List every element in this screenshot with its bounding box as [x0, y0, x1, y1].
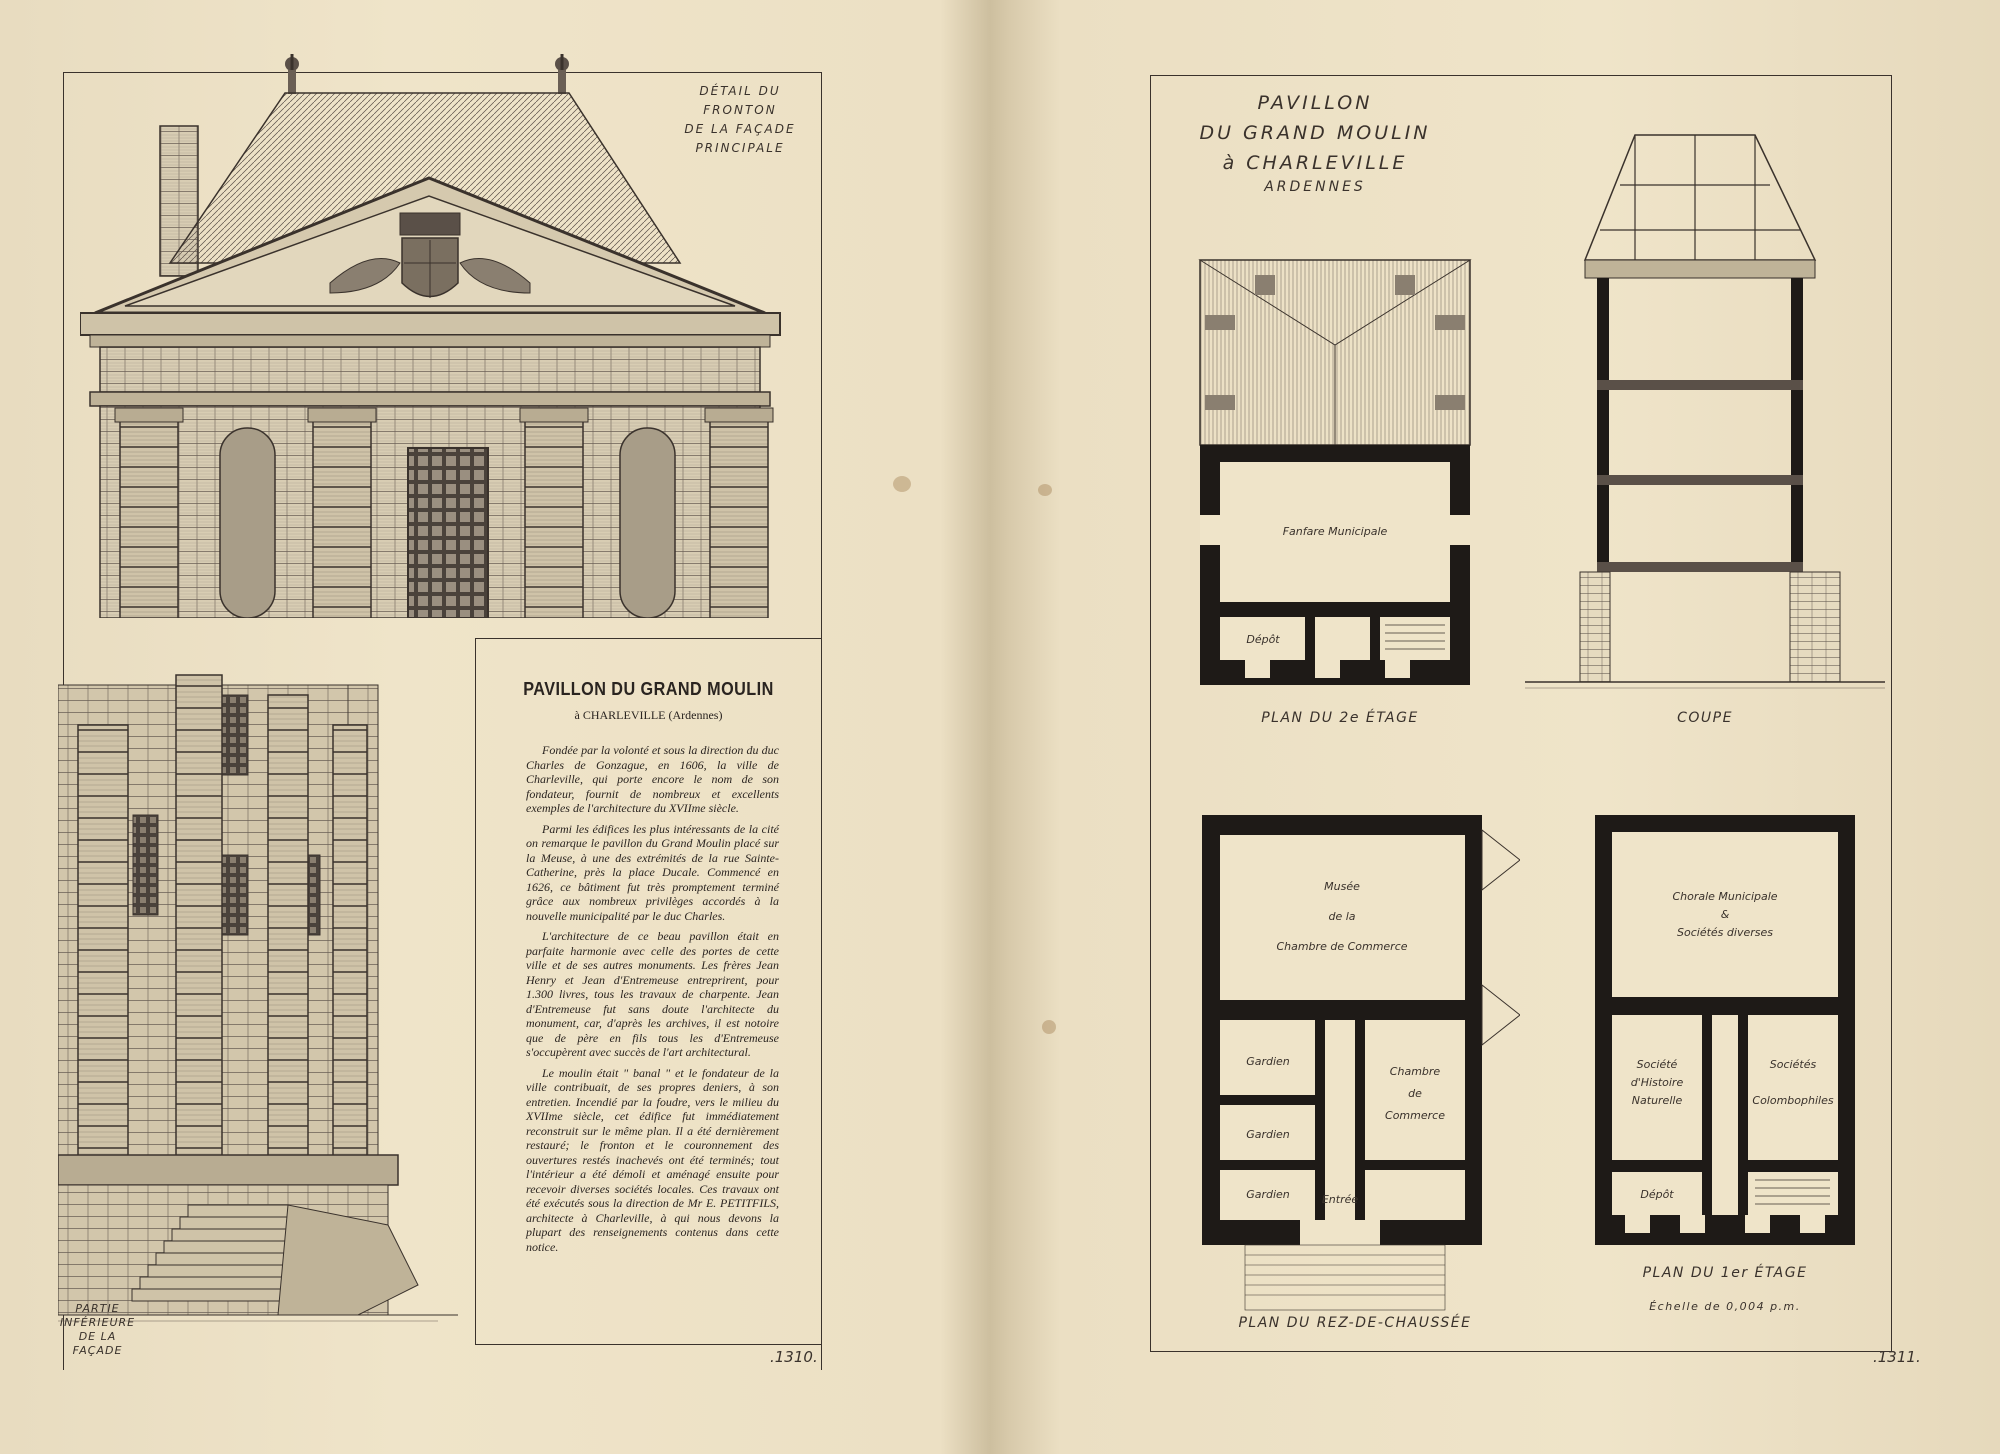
room-label: d'Histoire: [1630, 1076, 1684, 1089]
plate-title-line: ARDENNES: [1264, 179, 1366, 195]
room-label: Société: [1636, 1058, 1678, 1071]
lower-caption-line: PARTIE: [75, 1302, 120, 1315]
room-label: de: [1408, 1087, 1422, 1100]
room-label: Gardien: [1246, 1188, 1290, 1201]
room-label: de la: [1328, 910, 1356, 923]
article-box: [475, 638, 822, 1345]
scale-note: Échelle de 0,004 p.m.: [1649, 1300, 1801, 1313]
room-label: Dépôt: [1246, 633, 1280, 646]
room-label: Gardien: [1246, 1055, 1290, 1068]
section-drawing: [1525, 130, 1885, 705]
room-label: Colombophiles: [1752, 1094, 1834, 1107]
foxing-stain: [893, 476, 911, 492]
lower-caption-line: INFÉRIEURE: [59, 1316, 136, 1329]
article-subtitle: à CHARLEVILLE (Ardennes): [574, 708, 723, 722]
label-plan-2: PLAN DU 2e ÉTAGE: [1261, 710, 1419, 726]
page-number-right: .1311.: [1873, 1348, 1921, 1366]
lower-facade-engraving: [58, 665, 468, 1355]
room-label: Commerce: [1385, 1109, 1445, 1122]
room-label: Fanfare Municipale: [1282, 525, 1388, 538]
article-body: [476, 743, 821, 1254]
detail-caption-line: DE LA FAÇADE: [684, 122, 796, 136]
room-label: Chambre: [1389, 1065, 1441, 1078]
left-page: [0, 0, 985, 1454]
article-title: PAVILLON DU GRAND MOULIN: [523, 679, 774, 699]
right-page: [985, 0, 2000, 1454]
room-label: Naturelle: [1631, 1094, 1683, 1107]
label-plan-1: PLAN DU 1er ÉTAGE: [1642, 1265, 1808, 1281]
detail-caption-line: PRINCIPALE: [695, 141, 785, 155]
room-label: Sociétés: [1769, 1058, 1817, 1071]
plan-ground-floor: [1190, 810, 1520, 1315]
article-paragraph: Le moulin était " banal " et le fondateur de la ville contribuait, de ses propres deniers, à son entretien. Incendié par la foudre, vers le milieu du XVIIme siècle, cet édifice fut immédiatement reconstruit sur le même plan. Il a été dernièrement restauré; le fronton et le couronnement des ouvertures restés inachevés ont été terminés; tout l'intérieur a été démoli et aménagé ensuite pour recevoir diverses sociétés locales. Ces travaux ont été exécutés sous la direction de Mr E. PETITFILS, architecte à Charleville, à qui nous devons la plupart des renseignements contenus dans cette notice.: [526, 1065, 779, 1254]
plate-title-line: PAVILLON: [1257, 92, 1373, 114]
detail-caption: [660, 82, 820, 158]
room-label: Entrée: [1321, 1193, 1359, 1206]
article-paragraph: L'architecture de ce beau pavillon était en parfaite harmonie avec celle des portes de cette ville et de ses autres monuments. Les frères Jean Henry et Jean d'Entremeuse entreprirent, pour 1.300 livres, tous les travaux de charpente. Jean d'Entremeuse fut sans doute l'architecte du monument, car, d'après les archives, il est notoire que de père en fils tous les d'Entremeuse s'occupèrent avec succès de l'art architectural.: [526, 929, 779, 1059]
plate-title-line: à CHARLEVILLE: [1222, 152, 1408, 174]
plan-first-floor: [1590, 810, 1860, 1250]
plate-title: [1185, 88, 1445, 196]
lower-caption: [55, 1302, 140, 1358]
room-label: Gardien: [1246, 1128, 1290, 1141]
room-label: Chambre de Commerce: [1276, 940, 1408, 953]
plate-title-line: DU GRAND MOULIN: [1199, 122, 1431, 144]
page-number-left: .1310.: [770, 1348, 818, 1366]
article-paragraph: Fondée par la volonté et sous la direction du duc Charles de Gonzague, en 1606, la ville de Charleville, qui porte encore le nom de son fondateur, fournit de nombreux et excellents exemples de l'architecture du XVIIme siècle.: [526, 743, 779, 815]
label-plan-rdc: PLAN DU REZ-DE-CHAUSSÉE: [1238, 1315, 1472, 1331]
room-label: Sociétés diverses: [1677, 926, 1773, 939]
lower-caption-line: DE LA FAÇADE: [72, 1330, 123, 1357]
room-label: Chorale Municipale: [1672, 890, 1778, 903]
label-coupe: COUPE: [1677, 710, 1733, 726]
room-label: &: [1720, 908, 1730, 921]
room-label: Dépôt: [1640, 1188, 1674, 1201]
detail-caption-line: DÉTAIL DU FRONTON: [699, 84, 781, 117]
room-label: Musée: [1324, 880, 1360, 893]
article-paragraph: Parmi les édifices les plus intéressants de la cité on remarque le pavillon du Grand Moulin placé sur la Meuse, à une des extrémités de la rue Sainte-Catherine, près la place Ducale. Commencé en 1626, ce bâtiment fut très promptement terminé grâce aux nombreux privilèges accordés à la nouvelle municipalité par le duc Charles.: [526, 821, 779, 923]
plan-second-floor: [1195, 255, 1475, 695]
